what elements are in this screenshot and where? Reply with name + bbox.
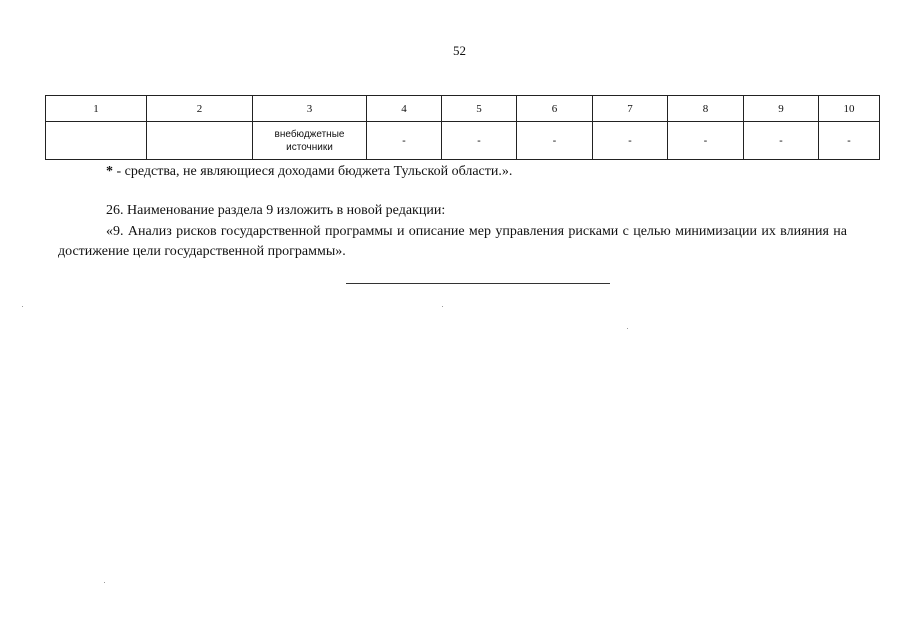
cell-col-10: - — [819, 122, 880, 160]
column-header-1: 1 — [46, 96, 147, 122]
column-header-3: 3 — [253, 96, 367, 122]
page-number: 52 — [453, 43, 466, 58]
footnote-text: - средства, не являющиеся доходами бюджета Тульской области.». — [113, 164, 513, 179]
scan-speck — [22, 306, 23, 307]
column-header-4: 4 — [367, 96, 442, 122]
cell-col-2 — [147, 122, 253, 160]
paragraph-item-26: 26. Наименование раздела 9 изложить в новой редакции: — [106, 203, 446, 218]
column-header-5: 5 — [442, 96, 517, 122]
cell-col-8: - — [668, 122, 744, 160]
table-row — [46, 122, 880, 160]
cell-col-5: - — [442, 122, 517, 160]
column-header-8: 8 — [668, 96, 744, 122]
column-header-10: 10 — [819, 96, 880, 122]
column-header-9: 9 — [744, 96, 819, 122]
cell-col-7: - — [593, 122, 668, 160]
budget-table — [45, 95, 880, 160]
scan-speck — [627, 328, 628, 329]
table-footnote — [106, 164, 512, 180]
cell-col-1 — [46, 122, 147, 160]
column-header-7: 7 — [593, 96, 668, 122]
funding-source-line-1: внебюджетные — [274, 128, 345, 140]
end-divider — [346, 283, 610, 284]
table-header-row — [46, 96, 880, 122]
cell-col-6: - — [517, 122, 593, 160]
scan-speck — [442, 306, 443, 307]
column-header-6: 6 — [517, 96, 593, 122]
cell-funding-source — [253, 122, 367, 160]
footnote-marker: * — [106, 164, 113, 179]
paragraph-section-9-title: «9. Анализ рисков государственной программы и описание мер управления рисками с целью минимизации их влияния на достижение цели государственной программы». — [58, 224, 847, 259]
funding-source-line-2: источники — [286, 141, 333, 153]
cell-col-9: - — [744, 122, 819, 160]
scan-speck — [104, 582, 105, 583]
cell-col-4: - — [367, 122, 442, 160]
column-header-2: 2 — [147, 96, 253, 122]
